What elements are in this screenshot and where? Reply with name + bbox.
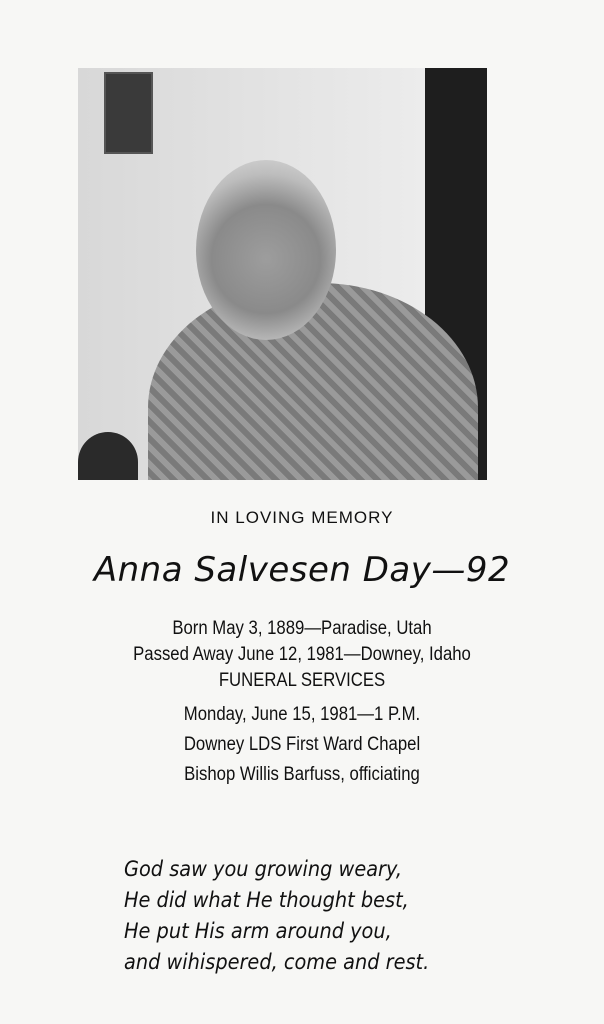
portrait-photo — [78, 68, 487, 480]
officiant: Bishop Willis Barfuss, officiating — [184, 764, 420, 785]
poem-line: He put His arm around you, — [124, 919, 392, 943]
photo-wall-picture — [104, 72, 153, 154]
photo-person-head — [196, 160, 336, 340]
poem-line: and wihispered, come and rest. — [124, 950, 430, 974]
heading: IN LOVING MEMORY — [210, 508, 394, 527]
birth-line: Born May 3, 1889—Paradise, Utah — [172, 618, 432, 639]
deceased-name: Anna Salvesen Day—92 — [93, 550, 511, 590]
services-heading: FUNERAL SERVICES — [218, 670, 386, 691]
service-date: Monday, June 15, 1981—1 P.M. — [183, 704, 421, 725]
poem-line: God saw you growing weary, — [124, 857, 403, 881]
poem-line: He did what He thought best, — [124, 888, 409, 912]
service-location: Downey LDS First Ward Chapel — [183, 734, 421, 755]
death-line: Passed Away June 12, 1981—Downey, Idaho — [133, 644, 471, 665]
